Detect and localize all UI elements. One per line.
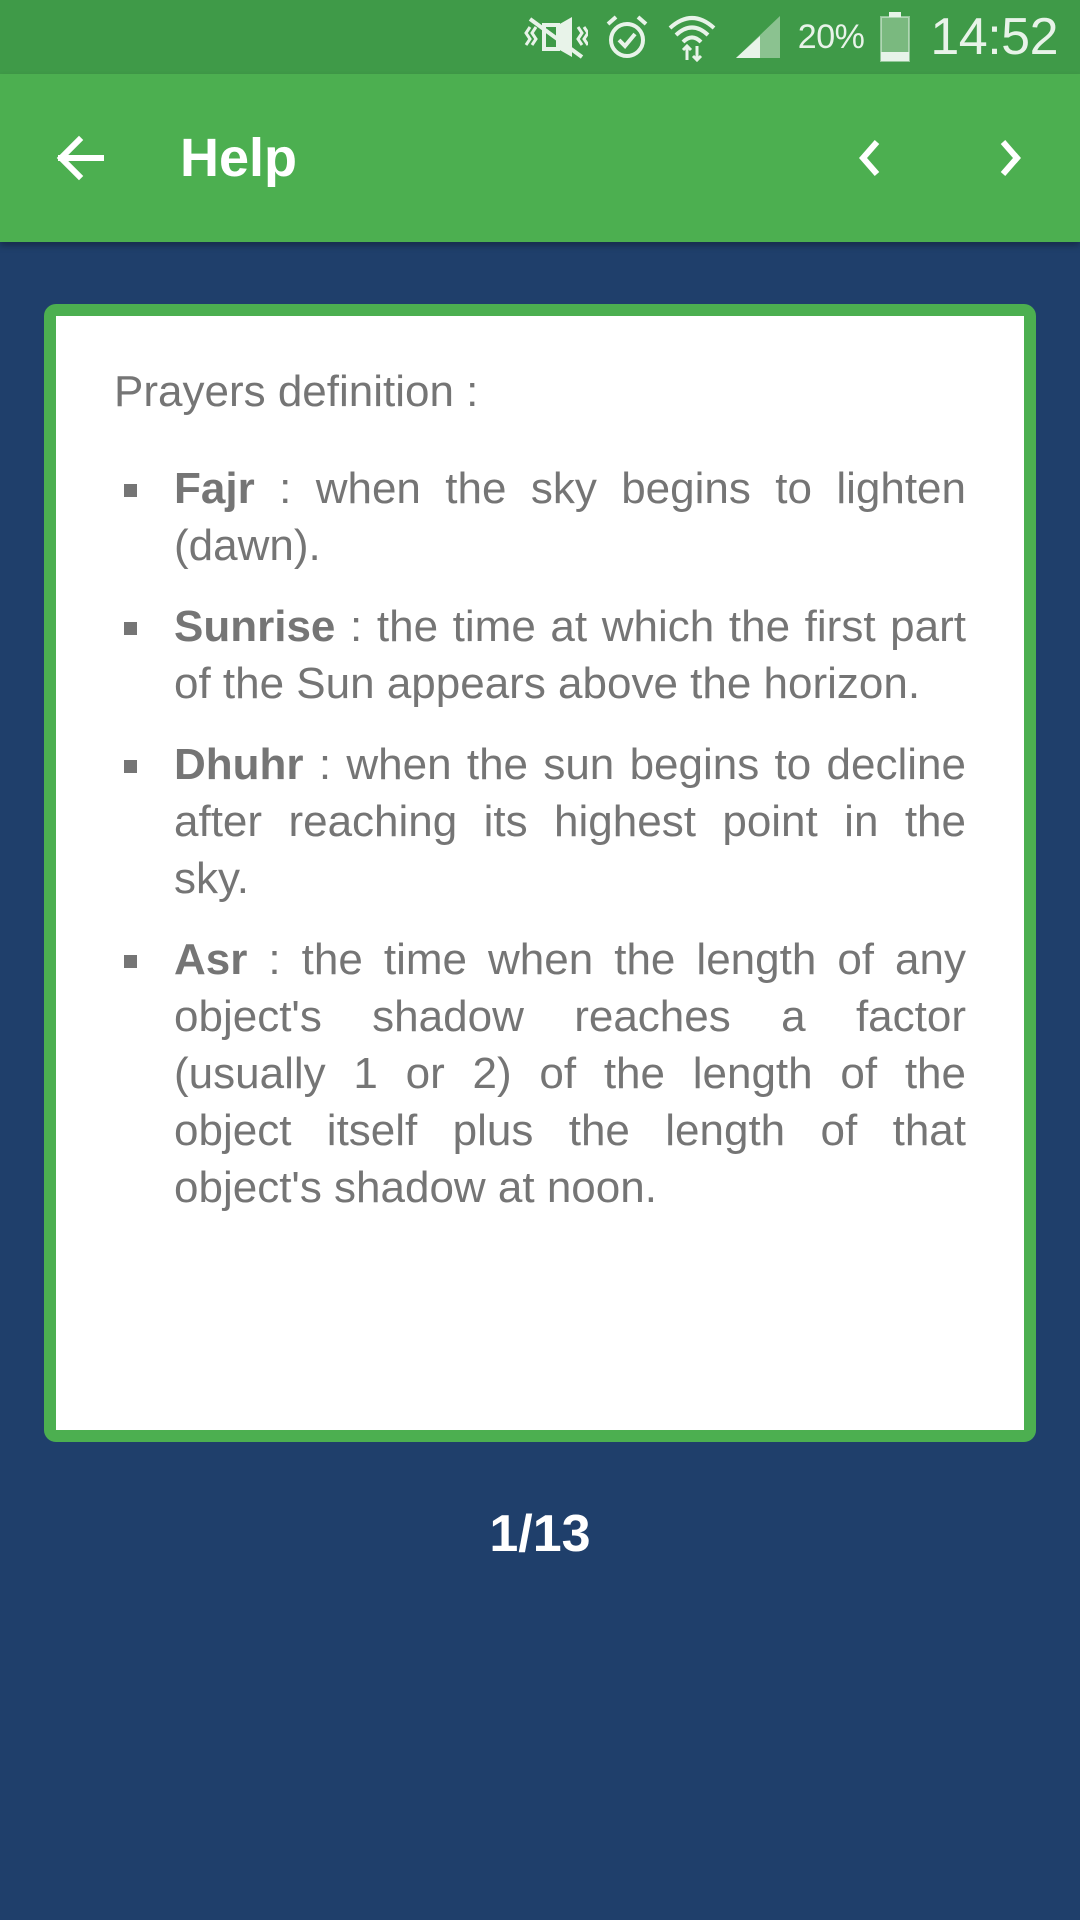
definition-item-asr [114,931,966,1216]
next-page-button[interactable] [980,128,1040,188]
chevron-right-icon [995,138,1025,178]
app-bar [0,74,1080,242]
clock: 14:52 [930,8,1058,66]
definition-text: : when the sky begins to lighten (dawn). [174,464,966,570]
definition-term: Fajr [174,464,255,513]
status-icons [522,0,1058,74]
definition-item-fajr [114,460,966,574]
alarm-icon [604,14,650,60]
card-heading: Prayers definition : [114,367,479,416]
help-card [44,304,1036,1442]
bullet-icon [124,622,137,635]
bullet-icon [124,955,137,968]
page-title: Help [180,128,298,188]
definition-term: Dhuhr [174,740,304,789]
definition-text: : when the sun begins to decline after reaching its highest point in the sky. [174,740,966,903]
definition-list [114,460,966,1216]
page-indicator: 1/13 [489,1505,591,1563]
back-button[interactable] [50,128,110,188]
previous-page-button[interactable] [840,128,900,188]
definition-term: Sunrise [174,602,336,651]
battery-icon [880,12,910,62]
definition-item-dhuhr [114,736,966,907]
definition-text: : the time at which the first part of the Sun appears above the horizon. [174,602,966,708]
battery-percent: 20% [797,17,865,56]
chevron-left-icon [855,138,885,178]
definition-item-sunrise [114,598,966,712]
signal-icon [734,14,782,60]
status-bar [0,0,1080,74]
mute-vibrate-icon [522,15,588,59]
wifi-icon [666,12,718,62]
bullet-icon [124,484,137,497]
definition-text: : the time when the length of any object's shadow reaches a factor (usually 1 or 2) of the length of the object itself plus the length of that object's shadow at noon. [174,935,966,1212]
definition-term: Asr [174,935,248,984]
bullet-icon [124,760,137,773]
arrow-left-icon [55,133,105,183]
